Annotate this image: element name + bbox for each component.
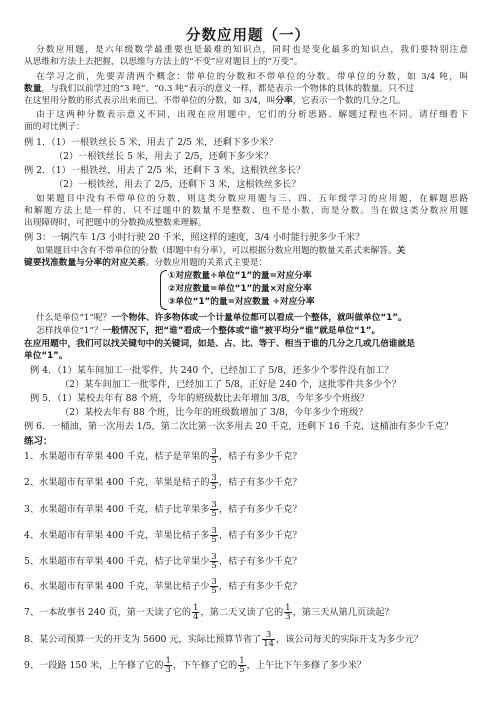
explain-line-3: 出现障碍时，可把题中的分数换成整数来理解。 [24, 218, 207, 228]
denominator: 5 [211, 535, 217, 545]
denominator: 4 [193, 612, 199, 622]
example-4-part-1: 例 4．（1）某车间加工一批零件，共 240 个，已经加工了 5/8，还多少个零件没有加工？ [30, 365, 394, 376]
exercise-text-end: ，桔子有多少千克？ [218, 477, 302, 488]
fraction [210, 448, 217, 465]
formula-3: ③单位“1”的量=对应数量 ÷对应分率 [168, 297, 315, 307]
example-5-part-2: （2）某校去年有 88 个班，比今年的班级数增加了 3/8，今年多少个班级？ [60, 407, 368, 418]
exercise-5 [24, 551, 496, 575]
numerator: 1 [285, 603, 291, 613]
exercise-text: 5、水果超市有苹果 400 千克，桔子比苹果少 [24, 556, 210, 567]
exercise-text: 7、一本故事书 240 页，第一天读了它的 [24, 607, 192, 618]
fraction [192, 604, 199, 621]
concept-line-2-text: ，与我们以前学过的“3 吨”、“0.3 吨”表示的意义一样，都是表示一个物体的具体的数量。只不过 [41, 84, 415, 94]
unit-question [36, 312, 476, 324]
numerator: 3 [211, 473, 217, 483]
exercise-2 [24, 472, 496, 496]
example-2-part-1: 例 2．（1）一根铁丝，用去了 2/5 米，还剩下 3 米，这根铁丝多长？ [24, 165, 306, 176]
exercise-8 [24, 629, 496, 653]
example-4-part-2: （2）某车间加工一批零件，已经加工了 5/8，正好是 240 个，这批零件共多少个？ [60, 379, 401, 390]
exercise-text: 6、水果超市有苹果 400 千克，苹果比桔子少 [24, 581, 210, 592]
relation-intro-line-1 [36, 245, 476, 257]
exercise-text-mid: ，下午修了它的 [172, 660, 238, 671]
unit-question-text: 什么是单位“1”呢？ [36, 313, 112, 323]
explain-line-2: 和解题方法上是一样的，只不过题中的数量不是整数、也不是小数，而是分数。当在做这类分数应用题 [24, 206, 468, 216]
fraction [262, 631, 275, 648]
unit-definition: 一个物体、许多物体或一个计量单位都可以看成一个整体，就叫做单位“1”。 [111, 313, 407, 323]
fraction [210, 501, 217, 518]
exercise-text-mid: ，第二天又读了它的 [200, 607, 284, 618]
exercise-3 [24, 499, 496, 523]
concept-line-5: 面的对比例子： [24, 122, 85, 132]
unit-keywords-line-2: 单位“1”。 [24, 351, 68, 361]
numerator: 1 [165, 656, 171, 666]
exercise-text-end: ，该公司每天的实际开支为多少元？ [276, 634, 424, 645]
example-1-part-1: 例 1．（1）一根铁丝长 5 米，用去了 2/5 米，还剩下多少米？ [24, 137, 278, 148]
relation-intro-key: 关 [396, 246, 406, 256]
example-5-part-1: 例 5．（1）某校去年有 88 个班，今年的班级数比去年增加 3/8，今年多少个班级？ [30, 393, 370, 404]
fraction [164, 657, 171, 674]
term-rate: 分率 [275, 96, 293, 106]
example-3: 例 3：一辆汽车 1/3 小时行驶 20 千米，照这样的速度，3/4 小时能行驶多少千米？ [24, 232, 365, 243]
numerator: 3 [211, 500, 217, 510]
exercise-6 [24, 576, 496, 600]
fraction [238, 657, 245, 674]
relation-intro-line-2 [24, 257, 474, 269]
denominator: 5 [211, 456, 217, 466]
exercise-text-end: ，桔子有多少千克？ [218, 451, 302, 462]
exercise-text-end: ，桔子有多少千克？ [218, 504, 302, 515]
concept-line-1: 在学习之前，先要弄清两个概念：带单位的分数和不带单位的分数。带单位的分数，如 3/4 吨，叫 [36, 72, 468, 82]
exercise-text: 9、一段路 150 米，上午修了它的 [24, 660, 164, 671]
intro-line-2: 从思维和方法上去把握，以思维与方法上的“不变”应对题目上的“万变”。 [24, 57, 303, 67]
exercise-text-end: ，桔子有多少千克？ [218, 530, 302, 541]
relation-intro-key-rest: 键要找准数量与分率的对应关系 [24, 258, 146, 268]
denominator: 5 [211, 482, 217, 492]
formula-2: ②对应数量=单位“1”的量×对应分率 [168, 284, 312, 294]
relation-intro-end: 。分数应用题的关系式主要是： [145, 258, 268, 268]
unit-find-answer: 一般情况下，把“谁”看成一个整体或“谁”被平均分“谁”就是单位“1”。 [102, 326, 381, 336]
unit-keywords-line-1: 在应用题中，我们可以找关键句中的关键词，如是、占、比、等于、相当于谁的几分之几或几倍谁就是 [24, 339, 415, 349]
exercise-9 [24, 655, 496, 679]
fraction [210, 527, 217, 544]
term-quantity: 数量 [24, 84, 42, 94]
page-title: 分数应用题（一） [186, 28, 310, 44]
formula-1: ①对应数量÷单位“1”的量=对应分率 [168, 271, 312, 281]
exercise-text-end: ，桔子有多少千克？ [218, 581, 302, 592]
numerator: 3 [262, 631, 275, 640]
concept-line-3-end: ，它表示一个数的几分之几。 [292, 96, 406, 106]
exercise-text: 3、水果超市有苹果 400 千克，桔子比苹果多 [24, 504, 210, 515]
concept-line-3-text: 在这里用分数的形式表示出来而已。不带单位的分数，如 3/4，叫 [24, 96, 276, 106]
numerator: 3 [211, 447, 217, 457]
concept-line-2 [24, 83, 474, 95]
example-1-part-2: （2）一根铁丝长 5 米，用去了 2/5，还剩下多少米？ [54, 151, 273, 162]
intro-line-1: 分数应用题，是六年级数学最重要也是最难的知识点，同时也是变化最多的知识点，我们要特别注意 [36, 45, 468, 55]
fraction [210, 474, 217, 491]
numerator: 3 [211, 577, 217, 587]
fraction [284, 604, 291, 621]
exercise-text: 2、水果超市有苹果 400 千克，苹果是桔子的 [24, 477, 210, 488]
denominator: 5 [239, 665, 245, 675]
exercise-7 [24, 602, 496, 626]
example-6: 例 6．一桶油，第一次用去 1/5，第二次比第一次多用去 20 千克，还剩下 16 千克，这桶油有多少千克？ [24, 421, 454, 432]
fraction [210, 578, 217, 595]
unit-find [36, 325, 476, 337]
exercise-4 [24, 525, 496, 549]
exercise-1 [24, 446, 496, 470]
exercise-text: 4、水果超市有苹果 400 千克，苹果比桔子多 [24, 530, 210, 541]
fraction [210, 553, 217, 570]
example-2-part-2: （2）一根铁丝，用去了 2/5，还剩下 3 米，这根铁丝多长？ [54, 179, 301, 190]
numerator: 3 [211, 552, 217, 562]
practice-label: 练习： [24, 436, 53, 447]
exercise-text: 1、水果超市有苹果 400 千克，桔子是苹果的 [24, 451, 210, 462]
exercise-text-end: ，桔子有多少千克？ [218, 556, 302, 567]
numerator: 3 [211, 526, 217, 536]
explain-line-1: 如果题目中没有不带单位的分数，则这类分数应用题与三、四、五年级学习的应用题，在解题思路 [36, 194, 468, 204]
denominator: 5 [211, 561, 217, 571]
unit-find-question: 怎样找单位“1”？ [36, 326, 103, 336]
concept-line-3 [24, 95, 474, 107]
denominator: 3 [165, 665, 171, 675]
denominator: 3 [285, 612, 291, 622]
concept-line-4: 由于这两种分数表示意义不同，出现在应用题中，它们的分析思路、解题过程也不同。请仔细看下 [36, 110, 468, 120]
exercise-text: 8、某公司预算一天的开支为 5600 元，实际比预算节省了 [24, 634, 262, 645]
numerator: 1 [193, 603, 199, 613]
exercise-text-end: ，第三天从第几页读起？ [292, 607, 394, 618]
denominator: 5 [211, 509, 217, 519]
denominator: 14 [263, 639, 275, 649]
exercise-text-end: ，上午比下午多修了多少米？ [246, 660, 367, 671]
numerator: 1 [239, 656, 245, 666]
formula-brace [160, 270, 167, 310]
relation-intro-text: 如果题目中含有不带单位的分数（即题中有分率），可以根据分数应用题的数量关系式来解答。 [36, 246, 397, 256]
denominator: 5 [211, 586, 217, 596]
